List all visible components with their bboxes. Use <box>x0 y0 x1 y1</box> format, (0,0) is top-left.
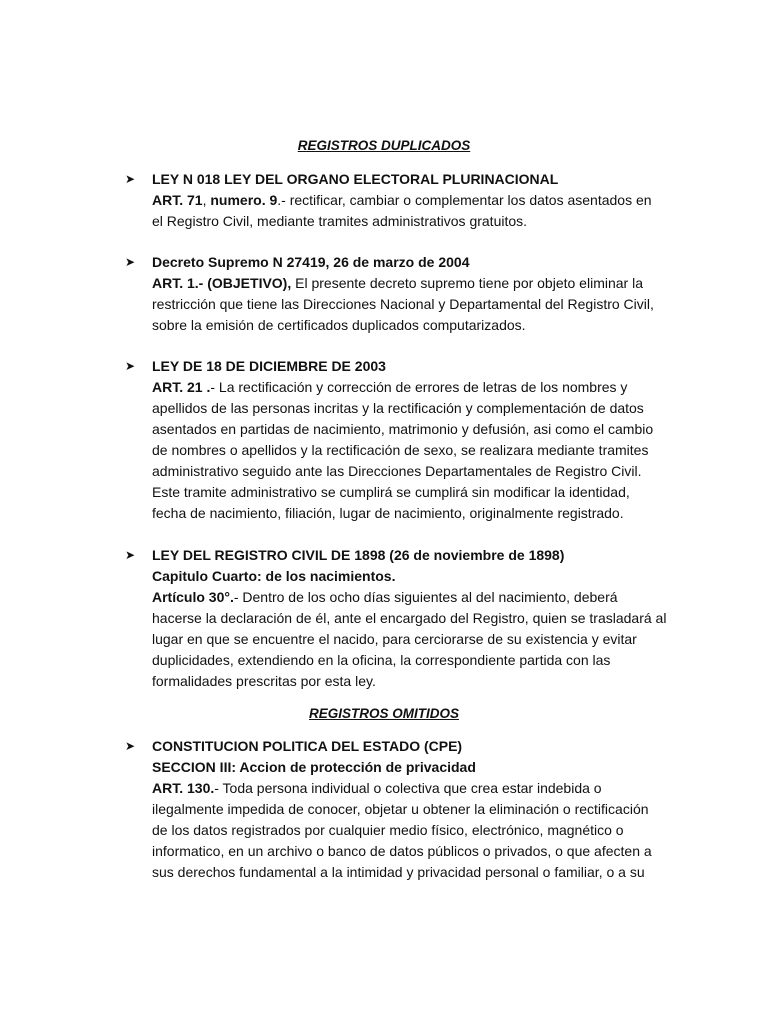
entry-subtitle: Capitulo Cuarto: de los nacimientos. <box>152 568 396 584</box>
body-line: de nombres o apellidos y la rectificación de sexo, se realizara mediante tramites <box>152 442 649 458</box>
heading-registros-duplicados: REGISTROS DUPLICADOS <box>297 138 471 153</box>
article-text: - Dentro de los ocho días siguientes al del nacimiento, deberá <box>233 589 618 605</box>
body-line: duplicidades, extendiendo en la oficina, la correspondiente partida con las <box>152 652 611 668</box>
article-label: ART. 21 . <box>152 379 211 395</box>
body-line: Este tramite administrativo se cumplirá se cumplirá sin modificar la identidad, <box>152 484 630 500</box>
entry-decreto-27419 <box>125 252 670 336</box>
entry-title: LEY DE 18 DE DICIEMBRE DE 2003 <box>152 358 386 374</box>
body-line: hacerse la declaración de él, ante el encargado del Registro, quien se trasladará al <box>152 610 667 626</box>
article-label: ART. 1.- (OBJETIVO), <box>152 275 292 291</box>
entry-first-line <box>152 377 670 398</box>
bullet-arrow-icon: ➤ <box>125 548 136 562</box>
entry-title: LEY DEL REGISTRO CIVIL DE 1898 (26 de noviembre de 1898) <box>152 547 565 563</box>
entry-title: LEY N 018 LEY DEL ORGANO ELECTORAL PLURINACIONAL <box>152 171 559 187</box>
body-line: asentados en partidas de nacimiento, matrimonio y defusión, asi como el cambio <box>152 421 654 437</box>
entry-first-line <box>152 190 670 211</box>
entry-ley-registro-civil-1898 <box>125 545 670 692</box>
entry-first-line <box>152 273 670 294</box>
body-line: administrativo seguido ante las Direcciones Departamentales de Registro Civil. <box>152 463 642 479</box>
bullet-arrow-icon: ➤ <box>125 739 136 753</box>
entry-title: CONSTITUCION POLITICA DEL ESTADO (CPE) <box>152 738 463 754</box>
body-line: apellidos de las personas incritas y la rectificación y complementación de datos <box>152 400 644 416</box>
body-line: fecha de nacimiento, filiación, lugar de nacimiento, originalmente registrado. <box>152 505 624 521</box>
bullet-arrow-icon: ➤ <box>125 172 136 186</box>
article-text: - Toda persona individual o colectiva que crea estar indebida o <box>214 780 602 796</box>
entry-first-line <box>152 587 670 608</box>
entry-cpe <box>125 736 670 883</box>
bullet-arrow-icon: ➤ <box>125 255 136 269</box>
article-number: numero. 9 <box>210 192 278 208</box>
article-label: Artículo 30°. <box>152 589 234 605</box>
article-text: .- rectificar, cambiar o complementar los datos asentados en <box>277 192 652 208</box>
body-line: lugar en que se encuentre el nacido, para cerciorarse de su existencia y evitar <box>152 631 637 647</box>
article-label: ART. 71 <box>152 192 203 208</box>
article-label: ART. 130. <box>152 780 215 796</box>
entry-first-line <box>152 778 670 799</box>
article-text: - La rectificación y corrección de errores de letras de los nombres y <box>210 379 628 395</box>
entry-title: Decreto Supremo N 27419, 26 de marzo de 2004 <box>152 254 470 270</box>
body-line: formalidades prescritas por esta ley. <box>152 673 376 689</box>
body-line: sus derechos fundamental a la intimidad y privacidad personal o familiar, o a su <box>152 864 645 880</box>
entry-ley-2003 <box>125 356 670 524</box>
body-line: informatico, en un archivo o banco de datos públicos o privados, o que afecten a <box>152 843 652 859</box>
separator-text: , <box>202 192 211 208</box>
heading-registros-omitidos: REGISTROS OMITIDOS <box>308 706 459 721</box>
entry-ley-018 <box>125 169 670 232</box>
body-line: restricción que tiene las Direcciones Nacional y Departamental del Registro Civil, <box>152 296 654 312</box>
body-line: el Registro Civil, mediante tramites administrativos gratuitos. <box>152 213 528 229</box>
body-line: ilegalmente impedida de conocer, objetar u obtener la eliminación o rectificación <box>152 801 649 817</box>
article-text: El presente decreto supremo tiene por objeto eliminar la <box>291 275 643 291</box>
bullet-arrow-icon: ➤ <box>125 359 136 373</box>
body-line: de los datos registrados por cualquier medio físico, electrónico, magnético o <box>152 822 624 838</box>
body-line: sobre la emisión de certificados duplicados computarizados. <box>152 317 526 333</box>
entry-subtitle: SECCION III: Accion de protección de privacidad <box>152 759 476 775</box>
